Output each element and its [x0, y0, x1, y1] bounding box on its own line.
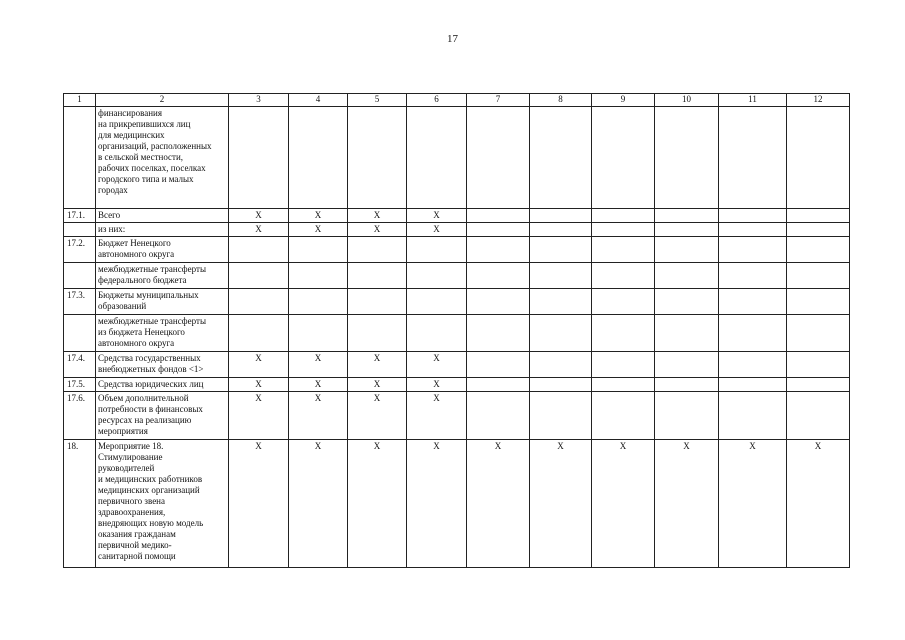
row-name-cell: Бюджеты муниципальных образований: [96, 289, 229, 315]
value-cell: [467, 378, 530, 392]
value-cell: [719, 378, 787, 392]
row-number-cell: [64, 223, 96, 237]
value-cell: X: [530, 440, 592, 568]
value-cell: X: [407, 223, 467, 237]
value-cell: [592, 223, 655, 237]
row-number-cell: 17.5.: [64, 378, 96, 392]
value-cell: [592, 392, 655, 440]
value-cell: X: [229, 209, 289, 223]
value-cell: X: [229, 378, 289, 392]
value-cell: X: [289, 440, 348, 568]
row-name-cell: межбюджетные трансферты из бюджета Ненецкого автономного округа: [96, 315, 229, 352]
value-cell: [407, 289, 467, 315]
value-cell: [530, 289, 592, 315]
value-cell: [530, 352, 592, 378]
value-cell: [655, 237, 719, 263]
value-cell: [530, 392, 592, 440]
value-cell: [530, 237, 592, 263]
column-header: 10: [655, 94, 719, 107]
row-name-cell: из них:: [96, 223, 229, 237]
row-number-cell: [64, 315, 96, 352]
row-name-cell: Всего: [96, 209, 229, 223]
value-cell: X: [348, 223, 407, 237]
column-header: 12: [787, 94, 850, 107]
row-name-cell: межбюджетные трансферты федерального бюджета: [96, 263, 229, 289]
value-cell: [229, 289, 289, 315]
value-cell: [229, 315, 289, 352]
value-cell: [289, 263, 348, 289]
row-name-cell: Бюджет Ненецкого автономного округа: [96, 237, 229, 263]
value-cell: [655, 289, 719, 315]
value-cell: [467, 209, 530, 223]
value-cell: [407, 107, 467, 209]
value-cell: X: [348, 440, 407, 568]
column-header: 8: [530, 94, 592, 107]
value-cell: X: [289, 392, 348, 440]
column-header: 9: [592, 94, 655, 107]
value-cell: [530, 107, 592, 209]
value-cell: [289, 289, 348, 315]
value-cell: [719, 392, 787, 440]
value-cell: [348, 237, 407, 263]
value-cell: [787, 223, 850, 237]
column-number-row: [64, 94, 850, 107]
value-cell: X: [229, 440, 289, 568]
value-cell: X: [289, 223, 348, 237]
value-cell: [719, 223, 787, 237]
value-cell: X: [289, 209, 348, 223]
row-number-cell: [64, 263, 96, 289]
table-row: [64, 315, 850, 352]
table-row: [64, 223, 850, 237]
row-name-cell: Объем дополнительной потребности в финансовых ресурсах на реализацию мероприятия: [96, 392, 229, 440]
row-number-cell: 18.: [64, 440, 96, 568]
value-cell: [719, 289, 787, 315]
value-cell: [787, 107, 850, 209]
table-row: [64, 440, 850, 568]
value-cell: X: [467, 440, 530, 568]
value-cell: X: [289, 352, 348, 378]
value-cell: X: [787, 440, 850, 568]
column-header: 5: [348, 94, 407, 107]
value-cell: [289, 107, 348, 209]
value-cell: X: [348, 209, 407, 223]
value-cell: [592, 352, 655, 378]
column-header: 4: [289, 94, 348, 107]
value-cell: [530, 378, 592, 392]
value-cell: [655, 392, 719, 440]
value-cell: [530, 263, 592, 289]
value-cell: [655, 352, 719, 378]
value-cell: X: [289, 378, 348, 392]
value-cell: [530, 223, 592, 237]
value-cell: X: [229, 392, 289, 440]
value-cell: [530, 209, 592, 223]
value-cell: [467, 263, 530, 289]
table-row: [64, 237, 850, 263]
value-cell: [787, 315, 850, 352]
value-cell: [787, 209, 850, 223]
value-cell: [719, 352, 787, 378]
value-cell: X: [348, 378, 407, 392]
row-name-cell: Средства юридических лиц: [96, 378, 229, 392]
value-cell: [787, 352, 850, 378]
value-cell: X: [407, 392, 467, 440]
value-cell: [655, 209, 719, 223]
row-name-cell: Средства государственных внебюджетных фондов <1>: [96, 352, 229, 378]
column-header: 2: [96, 94, 229, 107]
value-cell: [592, 209, 655, 223]
value-cell: [592, 378, 655, 392]
value-cell: [719, 263, 787, 289]
value-cell: X: [229, 223, 289, 237]
value-cell: [719, 107, 787, 209]
value-cell: [467, 289, 530, 315]
column-header: 3: [229, 94, 289, 107]
row-number-cell: 17.2.: [64, 237, 96, 263]
value-cell: X: [655, 440, 719, 568]
value-cell: [655, 263, 719, 289]
table-row: [64, 209, 850, 223]
column-header: 7: [467, 94, 530, 107]
value-cell: [229, 237, 289, 263]
value-cell: [787, 263, 850, 289]
value-cell: [592, 289, 655, 315]
value-cell: [467, 392, 530, 440]
value-cell: [348, 315, 407, 352]
value-cell: [787, 289, 850, 315]
value-cell: [787, 392, 850, 440]
value-cell: [530, 315, 592, 352]
column-header: 11: [719, 94, 787, 107]
value-cell: [655, 107, 719, 209]
value-cell: [407, 263, 467, 289]
value-cell: [467, 315, 530, 352]
value-cell: [787, 237, 850, 263]
value-cell: [467, 237, 530, 263]
value-cell: [348, 263, 407, 289]
value-cell: X: [348, 352, 407, 378]
table-row: [64, 107, 850, 209]
value-cell: X: [719, 440, 787, 568]
value-cell: [289, 237, 348, 263]
value-cell: [592, 315, 655, 352]
value-cell: [592, 237, 655, 263]
table-row: [64, 352, 850, 378]
value-cell: [655, 378, 719, 392]
value-cell: X: [407, 209, 467, 223]
value-cell: X: [348, 392, 407, 440]
row-number-cell: [64, 107, 96, 209]
budget-table: [63, 93, 850, 568]
value-cell: [467, 352, 530, 378]
value-cell: [655, 223, 719, 237]
value-cell: [592, 263, 655, 289]
value-cell: X: [407, 352, 467, 378]
value-cell: [787, 378, 850, 392]
row-name-cell: финансирования на прикрепившихся лиц для медицинских организаций, расположенных в сельской местности, рабочих поселках, поселках городского типа и малых городах: [96, 107, 229, 209]
value-cell: X: [407, 440, 467, 568]
row-number-cell: 17.3.: [64, 289, 96, 315]
value-cell: [348, 107, 407, 209]
row-name-cell: Мероприятие 18. Стимулирование руководителей и медицинских работников медицинских организаций первичного звена здравоохранения, внедряющих новую модель оказания гражданам первичной медико- санитарной помощи: [96, 440, 229, 568]
value-cell: [467, 223, 530, 237]
value-cell: [467, 107, 530, 209]
page-number: 17: [447, 33, 458, 45]
table-row: [64, 378, 850, 392]
value-cell: [229, 107, 289, 209]
value-cell: [348, 289, 407, 315]
value-cell: X: [229, 352, 289, 378]
value-cell: X: [592, 440, 655, 568]
value-cell: [592, 107, 655, 209]
column-header: 1: [64, 94, 96, 107]
column-header: 6: [407, 94, 467, 107]
value-cell: [719, 315, 787, 352]
value-cell: [407, 315, 467, 352]
row-number-cell: 17.4.: [64, 352, 96, 378]
row-number-cell: 17.6.: [64, 392, 96, 440]
value-cell: [407, 237, 467, 263]
value-cell: [229, 263, 289, 289]
table-row: [64, 289, 850, 315]
value-cell: [655, 315, 719, 352]
value-cell: X: [407, 378, 467, 392]
table-row: [64, 392, 850, 440]
value-cell: [719, 237, 787, 263]
value-cell: [719, 209, 787, 223]
row-number-cell: 17.1.: [64, 209, 96, 223]
value-cell: [289, 315, 348, 352]
table-row: [64, 263, 850, 289]
